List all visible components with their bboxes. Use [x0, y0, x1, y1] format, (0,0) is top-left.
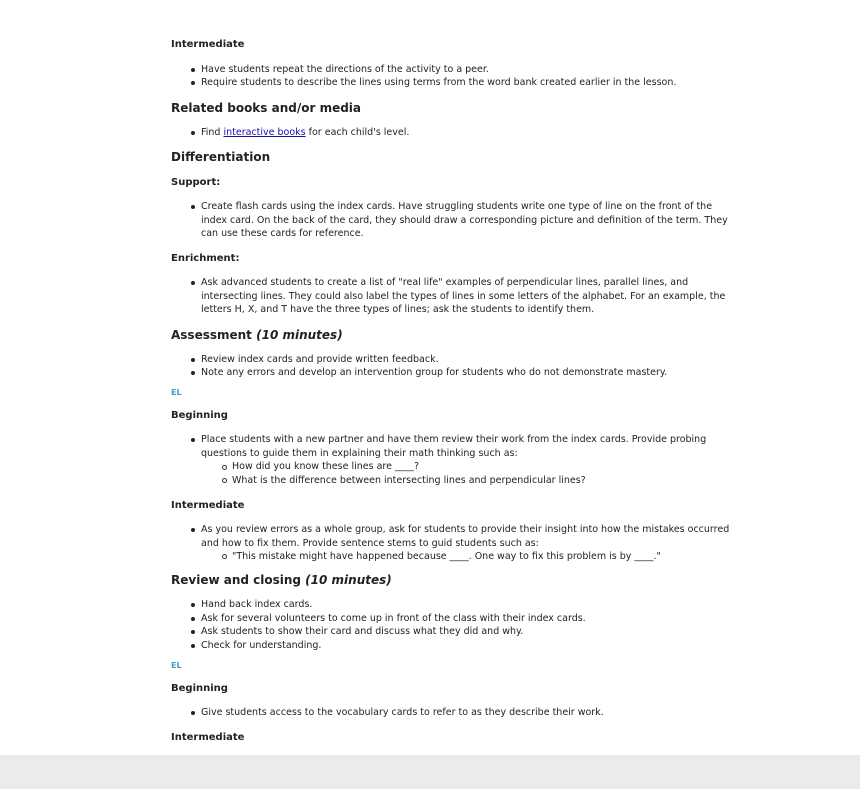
related-media-heading: Related books and/or media [171, 100, 362, 115]
document-content [171, 38, 731, 744]
list-item [171, 126, 731, 139]
support-list [171, 200, 731, 240]
item-prefix: Find [201, 126, 224, 138]
related-media-list [171, 126, 731, 139]
list-item: Hand back index cards. [171, 598, 731, 611]
el-label: EL [171, 388, 182, 398]
el-label: EL [171, 660, 182, 670]
review-list [171, 598, 731, 652]
differentiation-heading: Differentiation [171, 150, 271, 165]
beginning-heading: Beginning [171, 682, 228, 694]
review-time: (10 minutes) [305, 573, 392, 588]
intermediate-list [171, 523, 731, 563]
beginning-heading: Beginning [171, 410, 228, 422]
support-heading: Support: [171, 177, 221, 189]
sub-list-item: What is the difference between intersecting lines and perpendicular lines? [171, 474, 731, 487]
enrichment-heading: Enrichment: [171, 253, 240, 265]
intermediate-heading: Intermediate [171, 39, 245, 50]
intermediate-heading: Intermediate [171, 732, 245, 744]
list-item: Have students repeat the directions of the activity to a peer. [171, 63, 731, 76]
list-item: Place students with a new partner and have them review their work from the index cards. Provide probing questions to guide them in explaining their math thinking such as: [171, 433, 731, 460]
list-item: Create flash cards using the index cards. Have struggling students write one type of line on the front of the index card. On the back of the card, they should draw a corresponding picture and definition of the term. They can use these cards for reference. [171, 200, 731, 240]
list-item: Review index cards and provide written feedback. [171, 353, 731, 366]
review-closing-heading [171, 573, 731, 588]
assessment-time: (10 minutes) [256, 327, 343, 342]
sub-list-item: How did you know these lines are ____? [171, 460, 731, 473]
beginning-list [171, 433, 731, 487]
list-item: As you review errors as a whole group, ask for students to provide their insight into how the mistakes occurred and how to fix them. Provide sentence stems to guid students such as: [171, 523, 731, 550]
intermediate-heading: Intermediate [171, 500, 245, 512]
assessment-heading [171, 328, 731, 343]
item-suffix: for each child's level. [305, 126, 410, 138]
list-item: Give students access to the vocabulary cards to refer to as they describe their work. [171, 706, 731, 719]
list-item: Ask students to show their card and discuss what they did and why. [171, 625, 731, 638]
list-item: Note any errors and develop an intervention group for students who do not demonstrate mastery. [171, 366, 731, 379]
list-item: Ask advanced students to create a list of "real life" examples of perpendicular lines, parallel lines, and intersecting lines. They could also label the types of lines in some letters of the alphabet. For an example, the letters H, X, and T have the three types of lines; ask the students to identify them. [171, 276, 731, 316]
assessment-list [171, 353, 731, 380]
beginning-list [171, 706, 731, 719]
intermediate-list [171, 63, 731, 90]
review-title: Review and closing [171, 573, 301, 588]
list-item: Ask for several volunteers to come up in front of the class with their index cards. [171, 612, 731, 625]
list-item: Check for understanding. [171, 639, 731, 652]
assessment-title: Assessment [171, 327, 252, 342]
list-item: Require students to describe the lines using terms from the word bank created earlier in the lesson. [171, 76, 731, 89]
interactive-books-link[interactable]: interactive books [223, 126, 306, 138]
sub-list-item: "This mistake might have happened because ____. One way to fix this problem is by ____." [171, 550, 731, 563]
enrichment-list [171, 276, 731, 316]
